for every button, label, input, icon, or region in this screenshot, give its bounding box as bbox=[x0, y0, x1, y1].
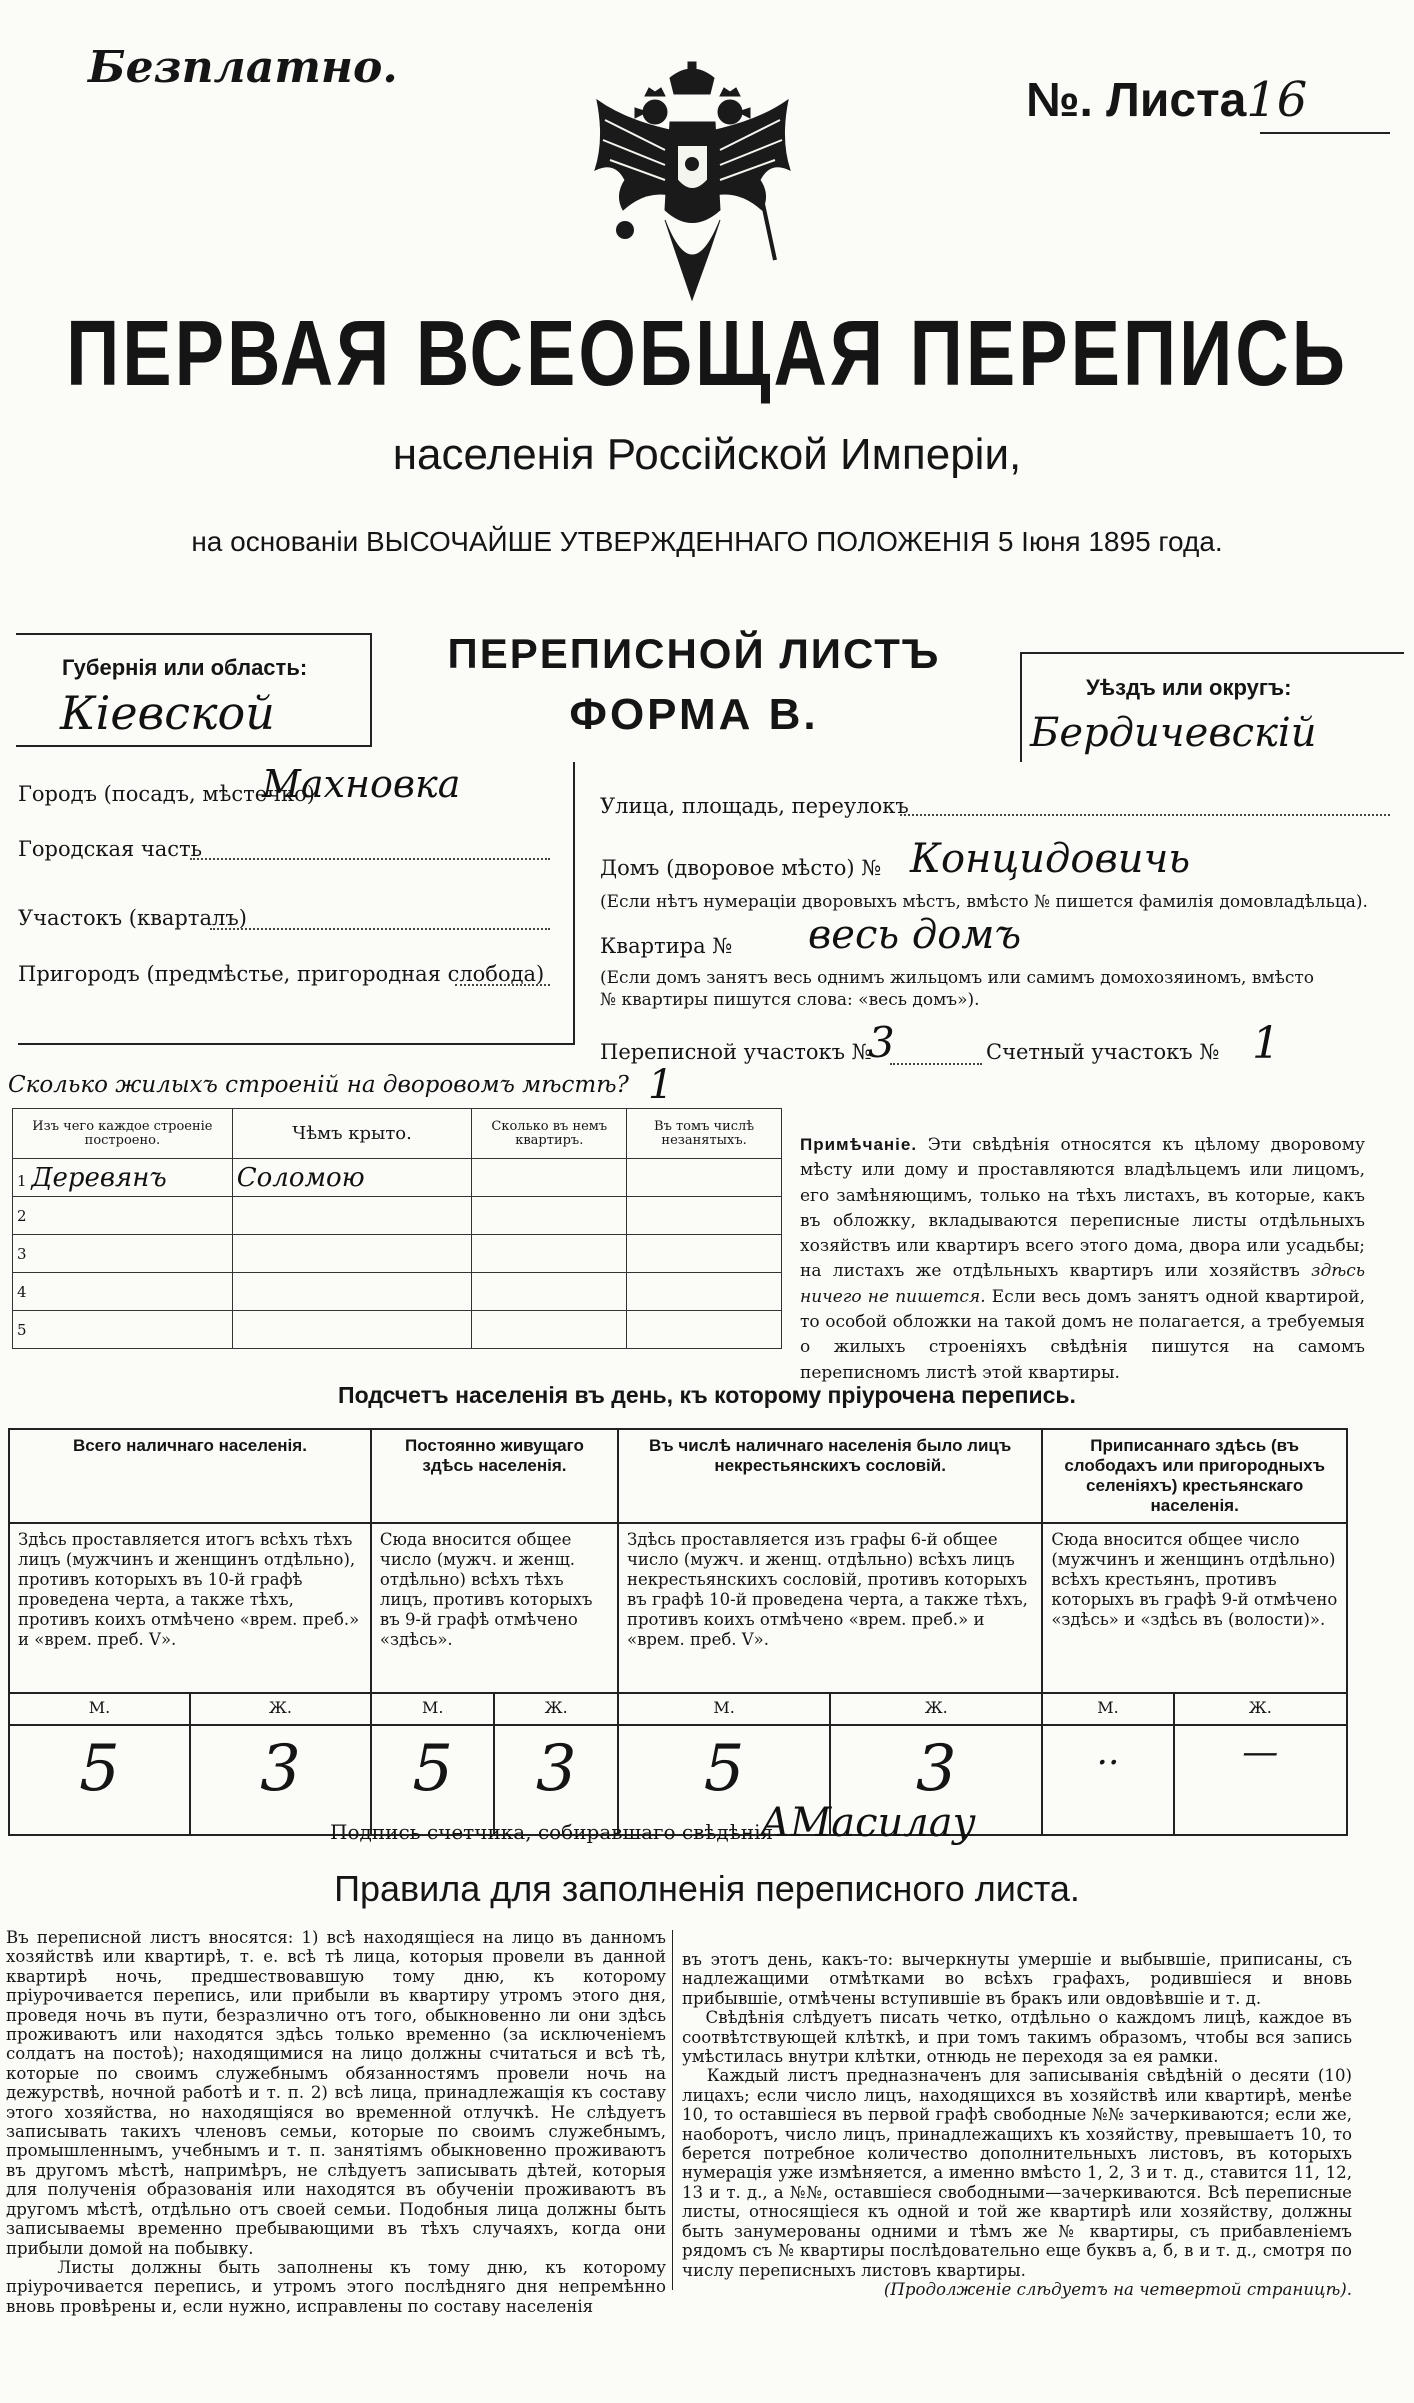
population-title: Подсчетъ населенія въ день, къ которому пріурочена перепись. bbox=[338, 1382, 1076, 1408]
sheet-number-value: 16 bbox=[1246, 72, 1308, 128]
female-header: Ж. bbox=[494, 1693, 618, 1725]
count-area-label: Счетный участокъ № bbox=[986, 1040, 1220, 1064]
vacant-value bbox=[627, 1159, 782, 1197]
pop-header-non-peasant: Въ числѣ наличнаго населенія было лицъ некрестьянскихъ сословій. bbox=[618, 1429, 1042, 1523]
enumerator-signature: АМасилау bbox=[760, 1800, 976, 1846]
note-text-2: Если весь домъ занятъ одной квартирой, то особой обложки на такой домъ не полагается, а требуемыя о жилыхъ строеніяхъ свѣдѣнія пишутся на самомъ переписномъ листѣ этой квартиры. bbox=[800, 1286, 1366, 1383]
apt-value: весь домъ bbox=[808, 912, 1022, 958]
form-subtitle: ФОРМА В. bbox=[569, 690, 819, 739]
pop-desc-permanent: Сюда вносится общее число (мужч. и женщ. отдѣльно) всѣхъ тѣхъ лицъ, противъ которыхъ въ 9-й графѣ отмѣчено «здѣсь». bbox=[371, 1523, 618, 1693]
legal-basis: на основаніи ВЫСОЧАЙШЕ УТВЕРЖДЕННАГО ПОЛОЖЕНІЯ 5 Іюня 1895 года. bbox=[191, 526, 1223, 557]
permanent-male-value: 5 bbox=[371, 1725, 495, 1835]
table-row bbox=[13, 1159, 782, 1197]
rules-right-text: въ этотъ день, какъ-то: вычеркнуты умершіе и выбывшіе, приписаны, съ надлежащими отмѣтками во всѣхъ графахъ, родившіеся и вновь прибывшіе, отмѣчены вступившіе въ бракъ или овдовѣвшіе и т. д. bbox=[682, 1950, 1352, 2008]
pop-header-permanent: Постоянно живущаго здѣсь населенія. bbox=[371, 1429, 618, 1523]
pop-desc-non-peasant: Здѣсь проставляется изъ графы 6-й общее число (мужч. и женщ. отдѣльно) всѣхъ лицъ некрестьянскихъ сословій, противъ которыхъ въ графѣ 10-й проведена черта, а также тѣхъ, противъ коихъ отмѣчено «врем. преб.» и «врем. преб. V». bbox=[618, 1523, 1042, 1693]
note-text-1: Эти свѣдѣнія относятся къ цѣлому дворовому мѣсту или дому и проставляются владѣльцемъ или лицомъ, его замѣняющимъ, только на тѣхъ листахъ, въ которые, какъ въ обложку, вкладываются переписные листы отдѣльныхъ хозяйствъ или квартиръ всего этого дома, двора или усадьбы; на листахъ же отдѣльныхъ квартиръ или хозяйствъ bbox=[800, 1135, 1365, 1282]
note-label: Примѣчаніе. bbox=[800, 1135, 918, 1154]
non-peasant-female-value: 3 bbox=[830, 1725, 1042, 1835]
total-male-value: 5 bbox=[9, 1725, 190, 1835]
male-header: М. bbox=[9, 1693, 190, 1725]
peasant-female-value: — bbox=[1174, 1725, 1347, 1835]
pop-header-total: Всего наличнаго населенія. bbox=[9, 1429, 371, 1523]
apt-note-1: (Если домъ занятъ весь однимъ жильцомъ или самимъ домохозяиномъ, вмѣсто bbox=[600, 968, 1315, 988]
bld-header-vacant: Въ томъ числѣ незанятыхъ. bbox=[627, 1109, 782, 1159]
row-number: 3 bbox=[13, 1235, 233, 1273]
section-label: Участокъ (кварталъ) bbox=[18, 906, 247, 930]
census-title: ПЕРВАЯ ВСЕОБЩАЯ ПЕРЕПИСЬ bbox=[66, 301, 1348, 405]
sheet-number bbox=[1026, 72, 1307, 128]
house-value: Концидовичь bbox=[910, 836, 1191, 882]
sheet-number-label: №. Листа bbox=[1026, 74, 1247, 127]
uezd-value: Бердичевскій bbox=[1030, 710, 1317, 756]
gubernia-label: Губернія или область: bbox=[62, 655, 308, 680]
free-label: Безплатно. bbox=[88, 42, 398, 93]
table-row bbox=[13, 1197, 782, 1235]
note-text-italic: здѣсь ничего не пишется. bbox=[800, 1261, 1365, 1307]
male-header: М. bbox=[618, 1693, 830, 1725]
house-label: Домъ (дворовое мѣсто) № bbox=[600, 856, 882, 880]
rules-left-column bbox=[6, 1928, 666, 2316]
male-header: М. bbox=[1042, 1693, 1173, 1725]
row-number: 4 bbox=[13, 1273, 233, 1311]
female-header: Ж. bbox=[1174, 1693, 1347, 1725]
row-number: 1 bbox=[17, 1171, 27, 1190]
note-block bbox=[800, 1132, 1365, 1386]
pop-desc-peasant: Сюда вносится общее число (мужчинъ и женщинъ отдѣльно) всѣхъ крестьянъ, противъ которыхъ въ графѣ 9-й отмѣчено «здѣсь» и «здѣсь въ (волости)». bbox=[1042, 1523, 1347, 1693]
buildings-value: 1 bbox=[648, 1062, 674, 1108]
apt-label: Квартира № bbox=[600, 934, 733, 958]
total-female-value: 3 bbox=[190, 1725, 371, 1835]
rules-title: Правила для заполненія переписного листа. bbox=[334, 1868, 1080, 1909]
rules-right-text-2: Свѣдѣнія слѣдуетъ писать четко, отдѣльно о каждомъ лицѣ, каждое въ соотвѣтствующей клѣткѣ, и при томъ такимъ образомъ, чтобы вся запись умѣстилась внутри клѣтки, отнюдь не переходя за ея рамки. bbox=[682, 2008, 1352, 2067]
imperial-eagle-emblem bbox=[585, 60, 800, 305]
rules-right-text-3: Каждый листъ предназначенъ для записыванія свѣдѣній о десяти (10) лицахъ; если число лицъ, находящихся въ хозяйствѣ или квартирѣ, менѣе 10, то оставшіеся въ первой графѣ свободные №№ зачеркиваются; если же, наоборотъ, число лицъ, принадлежащихъ къ хозяйству, превышаетъ 10, то берется потребное количество дополнительныхъ листовъ, въ которыхъ нумерація уже измѣняется, а именно вмѣсто 1, 2, 3 и т. д., ставится 11, 12, 13 и т. д., а №№, оставшіеся свободными—зачеркиваются. Всѣ переписные листы, относящіеся къ одной и той же квартирѣ или хозяйству, должны быть занумерованы одними и тѣмъ же № квартиры, съ прибавленіемъ рядомъ съ № квартиры послѣдовательно еще буквъ а, б, в и т. д., смотря по числу переписныхъ листовъ квартиры. bbox=[682, 2066, 1352, 2280]
count-area-value: 1 bbox=[1252, 1018, 1280, 1069]
peasant-male-value: .. bbox=[1042, 1725, 1173, 1835]
buildings-table bbox=[12, 1108, 782, 1349]
signature-label: Подпись счетчика, собиравшаго свѣдѣнія bbox=[330, 1820, 774, 1844]
city-value: Махновка bbox=[262, 762, 461, 806]
female-header: Ж. bbox=[830, 1693, 1042, 1725]
rules-left-text: Въ переписной листъ вносятся: 1) всѣ находящіеся на лицо въ данномъ хозяйствѣ или квартирѣ, т. е. всѣ тѣ лица, которыя провели въ данной квартирѣ ночь, предшествовавшую тому дню, къ которому пріурочивается перепись, или прибыли въ квартиру утромъ этого дня, проведя ночь въ пути, безразлично отъ того, обыкновенно ли они здѣсь проживаютъ или находятся здѣсь только временно (за исключеніемъ солдатъ на постоѣ); находящимися на лицо должны считаться и всѣ тѣ, которые по своимъ служебнымъ обязанностямъ провели ночь на дежурствѣ, ночной работѣ и т. п. 2) всѣ лица, принадлежащія къ составу этого хозяйства, но находящіяся во временной отлучкѣ. Не слѣдуетъ записывать такихъ членовъ семьи, которые по своимъ служебнымъ, промышленнымъ, учебнымъ и т. п. занятіямъ обыкновенно проживаютъ въ другомъ мѣстѣ, напримѣръ, не слѣдуетъ записывать дѣтей, которыя для полученія образованія или находятся въ обученіи проживаютъ въ другомъ мѣстѣ, отдѣльно отъ своей семьи. Подобныя лица должны быть записываемы временно пребывающими въ тѣхъ случаяхъ, когда они прибыли домой на побывку. bbox=[6, 1928, 666, 2258]
census-area-value: 3 bbox=[868, 1018, 895, 1067]
pop-desc-total: Здѣсь проставляется итогъ всѣхъ тѣхъ лицъ (мужчинъ и женщинъ отдѣльно), противъ которыхъ въ 10-й графѣ проведена черта, а также тѣхъ, противъ коихъ отмѣчено «врем. преб.» и «врем. преб. V». bbox=[9, 1523, 371, 1693]
apts-value bbox=[472, 1159, 627, 1197]
rules-continued: (Продолженіе слѣдуетъ на четвертой страницѣ). bbox=[883, 2279, 1352, 2299]
rules-left-text-2: Листы должны быть заполнены къ тому дню, къ которому пріурочивается перепись, и утромъ этого послѣдняго дня непремѣнно вновь провѣрены и, если нужно, исправлены по составу населенія bbox=[6, 2257, 666, 2316]
census-subtitle: населенія Россійской Имперіи, bbox=[392, 430, 1022, 479]
census-area-label: Переписной участокъ № bbox=[600, 1040, 872, 1064]
table-row bbox=[13, 1273, 782, 1311]
rules-right-column bbox=[682, 1950, 1352, 2299]
street-label: Улица, площадь, переулокъ bbox=[600, 794, 909, 818]
table-row bbox=[13, 1235, 782, 1273]
table-row bbox=[13, 1311, 782, 1349]
non-peasant-male-value: 5 bbox=[618, 1725, 830, 1835]
buildings-label: Сколько жилыхъ строеній на дворовомъ мѣстѣ? bbox=[8, 1072, 629, 1098]
population-table bbox=[8, 1428, 1348, 1836]
row-number: 5 bbox=[13, 1311, 233, 1349]
roof-value: Соломою bbox=[232, 1159, 472, 1197]
bld-header-roof: Чѣмъ крыто. bbox=[232, 1109, 472, 1159]
city-label: Городъ (посадъ, мѣстечко) bbox=[18, 782, 316, 806]
district-label: Городская часть bbox=[18, 837, 203, 861]
bld-header-material: Изъ чего каждое строеніе построено. bbox=[13, 1109, 233, 1159]
female-header: Ж. bbox=[190, 1693, 371, 1725]
house-note: (Если нѣтъ нумераціи дворовыхъ мѣстъ, вмѣсто № пишется фамилія домовладѣльца). bbox=[600, 892, 1368, 912]
bld-header-apts: Сколько въ немъ квартиръ. bbox=[472, 1109, 627, 1159]
apt-note-2: № квартиры пишутся слова: «весь домъ»). bbox=[600, 990, 980, 1010]
pop-header-peasant: Приписаннаго здѣсь (въ слободахъ или пригородныхъ селеніяхъ) крестьянскаго населенія. bbox=[1042, 1429, 1347, 1523]
form-title: ПЕРЕПИСНОЙ ЛИСТЪ bbox=[447, 630, 941, 677]
gubernia-value: Кіевской bbox=[60, 686, 275, 740]
male-header: М. bbox=[371, 1693, 495, 1725]
material-value: Деревянъ bbox=[31, 1162, 167, 1193]
uezd-label: Уѣздъ или округъ: bbox=[1086, 675, 1292, 700]
permanent-female-value: 3 bbox=[494, 1725, 618, 1835]
suburb-label: Пригородъ (предмѣстье, пригородная слобода) bbox=[18, 962, 545, 986]
row-number: 2 bbox=[13, 1197, 233, 1235]
